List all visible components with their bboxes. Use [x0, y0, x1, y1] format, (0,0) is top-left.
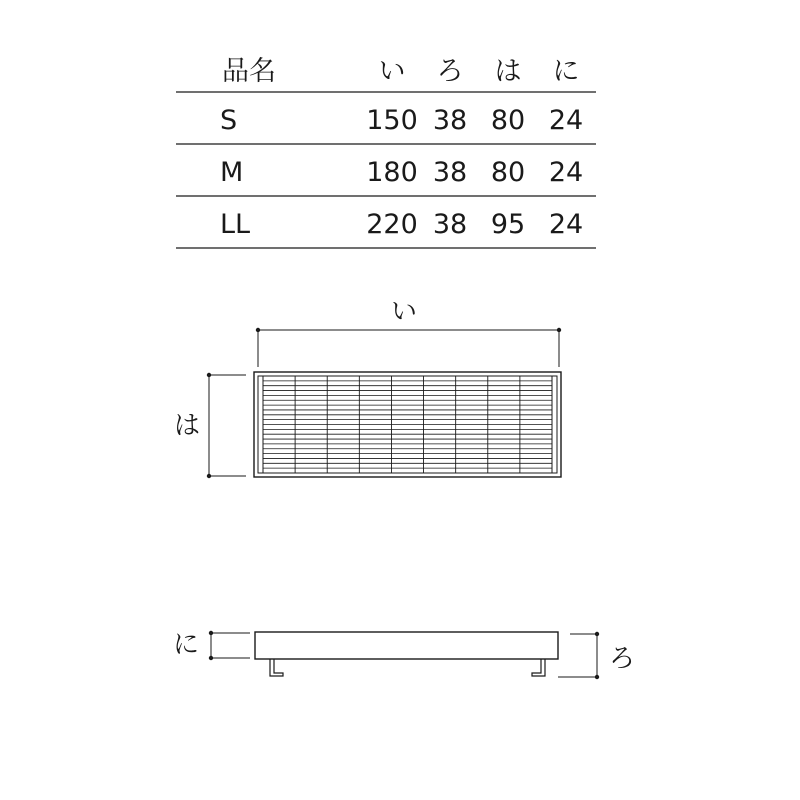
- dimension-height: [558, 632, 635, 679]
- dimension-thickness: [173, 630, 250, 660]
- table-row: [220, 209, 583, 240]
- mat-side-outline: [255, 632, 558, 659]
- table-header: [222, 56, 580, 87]
- header-ni: に: [552, 56, 580, 87]
- row-value-ha: 80: [490, 157, 526, 188]
- header-ha: は: [494, 56, 522, 87]
- dimension-width: [256, 297, 561, 367]
- row-value-i: 150: [366, 105, 418, 136]
- row-size-name: S: [220, 105, 238, 136]
- table-row: [220, 157, 583, 188]
- dimension-depth: [174, 373, 246, 478]
- row-size-name: M: [220, 157, 244, 188]
- table-row: [220, 105, 583, 136]
- row-value-ni: 24: [548, 105, 584, 136]
- header-product-name: 品名: [222, 56, 276, 87]
- row-size-name: LL: [220, 209, 251, 240]
- row-value-ha: 80: [490, 105, 526, 136]
- depth-label: は: [173, 411, 201, 441]
- thickness-label: に: [172, 630, 200, 660]
- row-value-i: 180: [366, 157, 418, 188]
- size-table: [176, 56, 596, 248]
- row-value-i: 220: [366, 209, 418, 240]
- row-value-ro: 38: [432, 157, 468, 188]
- right-foot: [532, 659, 545, 676]
- row-value-ni: 24: [548, 209, 584, 240]
- mat-slat-grid: [263, 376, 552, 473]
- row-value-ni: 24: [548, 157, 584, 188]
- row-value-ha: 95: [490, 209, 526, 240]
- left-foot: [270, 659, 283, 676]
- side-view: [173, 630, 635, 679]
- row-value-ro: 38: [432, 209, 468, 240]
- height-label: ろ: [608, 644, 636, 674]
- header-ro: ろ: [436, 56, 464, 87]
- row-value-ro: 38: [432, 105, 468, 136]
- header-i: い: [378, 56, 406, 87]
- top-view: [174, 297, 561, 478]
- width-label: い: [390, 297, 418, 327]
